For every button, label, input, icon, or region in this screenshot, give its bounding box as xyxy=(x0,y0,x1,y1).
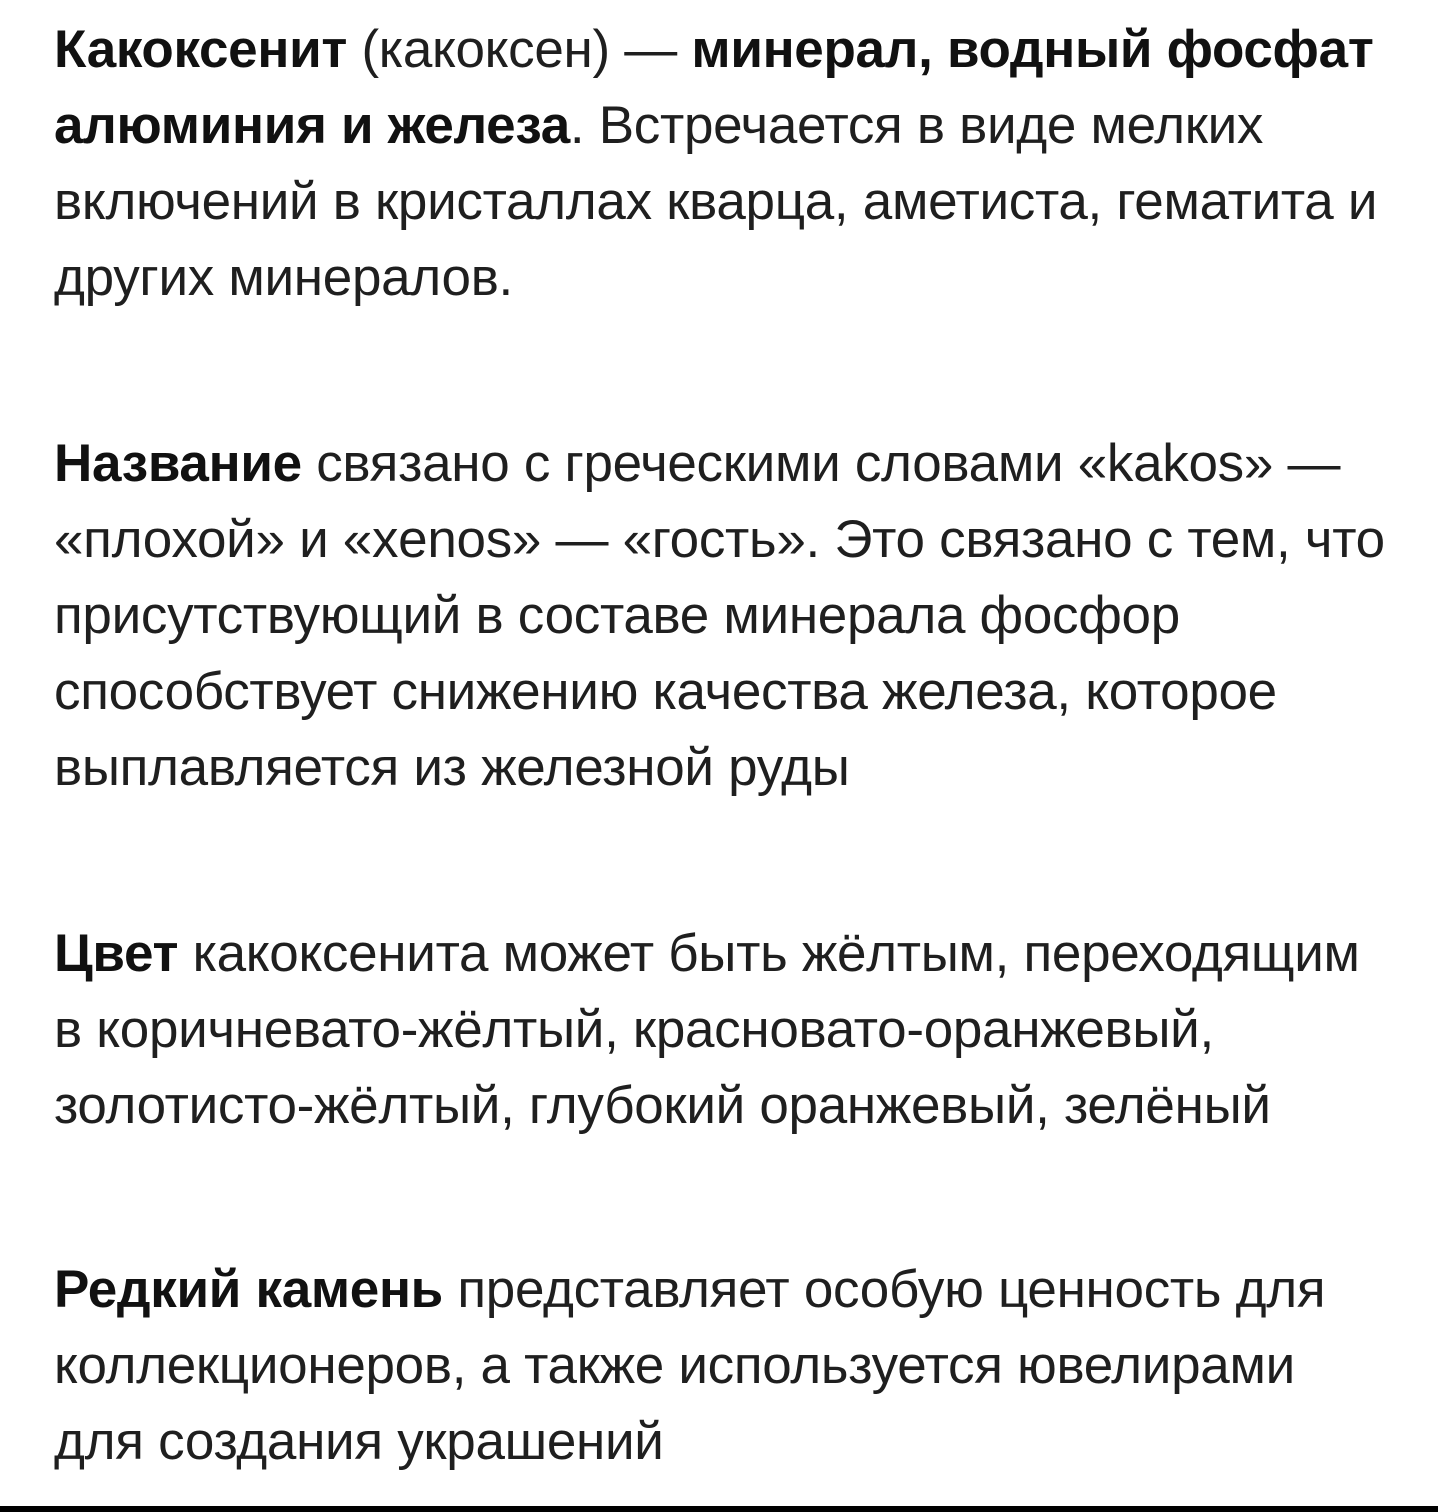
term-name: Название xyxy=(54,434,302,493)
term-color: Цвет xyxy=(54,924,179,983)
term-kakoksenit: Какоксенит xyxy=(54,20,348,79)
paragraph-name-origin xyxy=(54,426,1394,806)
paragraph-rarity xyxy=(54,1252,1394,1480)
color-text: какоксенита может быть жёлтым, переходящим в коричневато-жёлтый, красновато-оранжевый, золотисто-жёлтый, глубокий оранжевый, зелёный xyxy=(54,924,1360,1135)
bottom-divider xyxy=(0,1506,1438,1512)
name-origin-text: связано с греческими словами «kakos» — «плохой» и «xenos» — «гость». Это связано с тем, что присутствующий в составе минерала фосфор способствует снижению качества железа, которое выплавляется из железной руды xyxy=(54,434,1385,797)
term-rare-stone: Редкий камень xyxy=(54,1260,443,1319)
rarity-text: представляет особую ценность для коллекционеров, а также используется ювелирами для создания украшений xyxy=(54,1260,1326,1471)
occurrence-text: . Встречается в виде мелких включений в кристаллах кварца, аметиста, гематита и других минералов. xyxy=(54,96,1378,307)
alt-name-text: (какоксен) — xyxy=(347,20,692,79)
paragraph-definition xyxy=(54,12,1394,316)
definition-bold: минерал, водный фосфат алюминия и железа xyxy=(54,20,1374,155)
paragraph-color xyxy=(54,916,1394,1144)
